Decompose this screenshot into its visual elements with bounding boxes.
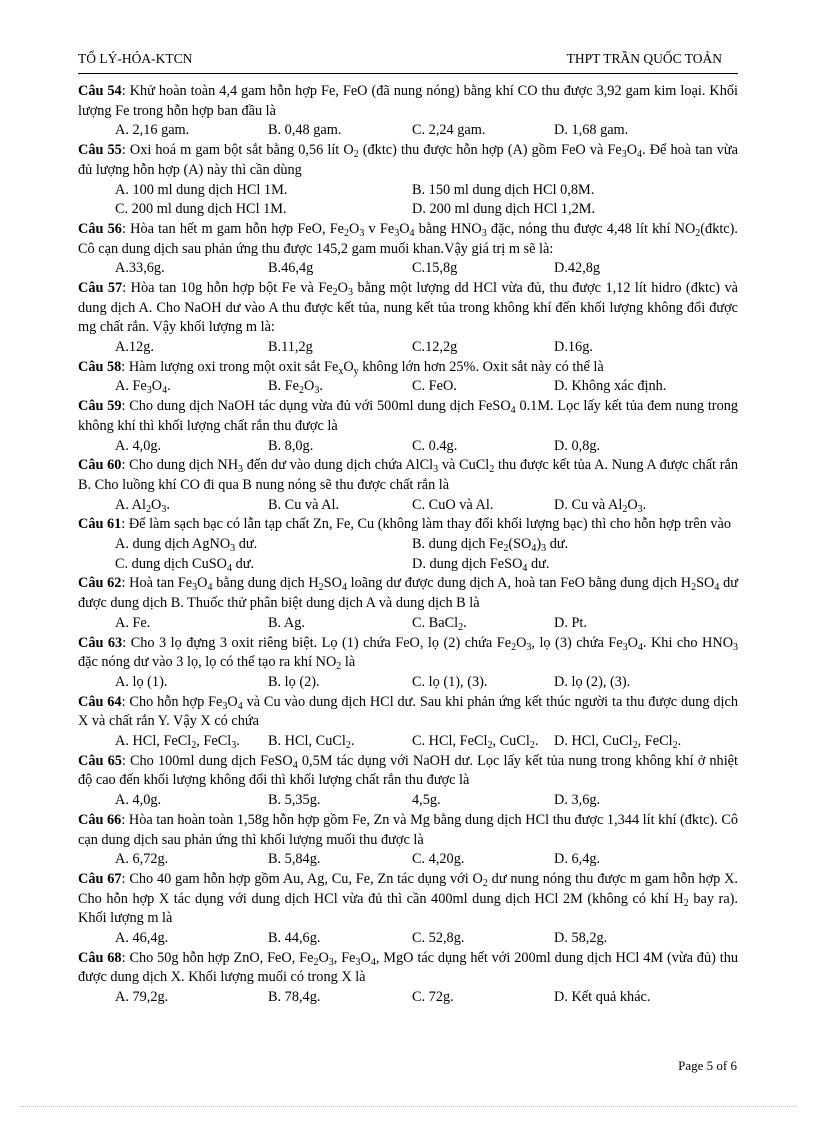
question xyxy=(78,358,738,397)
answer-option: B. 8,0g. xyxy=(268,437,314,454)
answer-option: B. lọ (2). xyxy=(268,673,320,690)
answer-option: A.12g. xyxy=(115,339,154,356)
answer-row xyxy=(78,673,738,693)
question-number: Câu 57 xyxy=(78,279,123,296)
answer-row xyxy=(78,555,738,575)
question-number: Câu 60 xyxy=(78,457,122,474)
question xyxy=(78,220,738,279)
question-stem: Câu 62: Hoà $\tan Fe_3O_4$ bằng dung dịch $H_2SO_4$ loãng dư được dung dịch A, hoà tan FeO bằng dung dịch $H_2SO_4$ dư được dung dịch B. Thuốc thử phân biệt dung dịch A và dung dịch B là xyxy=(78,575,738,612)
question-stem: Câu 61: Để làm sạch bạc có lẫn tạp chất Zn, Fe, Cu (không làm thay đổi khối lượng bạc) thì cho hỗn hợp trên vào xyxy=(78,516,731,533)
question-text: Cho hỗn hợp $Fe_3O_4$ và Cu vào dung dịch HCl dư. Sau khi phản ứng kết thúc người ta thu được dung dịch X và chất rắn Y. Vậy X có chứa xyxy=(78,693,739,730)
question xyxy=(78,949,738,1008)
answer-option: A. HCl, FeCl$_2$, FeCl$_3$. xyxy=(115,733,240,752)
question-text: Khử hoàn toàn 4,4 gam hỗn hợp Fe, FeO (đã nung nóng) bằng khí CO thu được 3,92 gam kim loại. Khối lượng Fe trong hỗn hợp ban đầu là xyxy=(78,83,739,119)
answer-option: C.12,2g xyxy=(412,339,458,356)
answer-option: A. 46,4g. xyxy=(115,930,169,946)
answer-option: D. Cu và $Al_2O_3$. xyxy=(554,496,647,515)
question-number: Câu 64 xyxy=(78,693,122,710)
answer-option: C. 0.4g. xyxy=(412,437,458,454)
answer-option: D. lọ (2), (3). xyxy=(554,673,631,690)
question-text: Để làm sạch bạc có lẫn tạp chất Zn, Fe, Cu (không làm thay đổi khối lượng bạc) thì cho hỗn hợp trên vào xyxy=(128,516,731,533)
answer-option: C. lọ (1), (3). xyxy=(412,673,488,690)
answer-row xyxy=(78,791,738,811)
question xyxy=(78,811,738,870)
answer-row xyxy=(78,850,738,870)
page-number: Page 5 of 6 xyxy=(678,1058,737,1073)
answer-option: C. 72g. xyxy=(412,989,454,1006)
answer-option: D. 58,2g. xyxy=(554,930,608,946)
answer-option: C. 4,20g. xyxy=(412,851,465,868)
answer-row xyxy=(78,496,738,516)
answer-row xyxy=(78,437,738,457)
answer-row xyxy=(78,377,738,397)
question-number: Câu 61 xyxy=(78,516,122,533)
answer-option: A. 4,0g. xyxy=(115,792,162,809)
page-bottom-edge xyxy=(20,1106,796,1107)
question-text: Cho dung dịch $NH_3$ đến dư vào dung dịch chứa AlCl$_3$ và CuCl$_2$ thu được kết tủa A. Nung A được chất rắn B. Cho luồng khí CO đi qua B nung nóng sẽ thu được chất rắn là xyxy=(78,457,739,493)
answer-option: C. CuO và Al. xyxy=(412,496,494,513)
question-text: Cho 50g hỗn hợp ZnO, FeO, $Fe_2O_3$, $Fe_3O_4$, MgO tác dụng hết với 200ml dung dịch HCl 4M (vừa đủ) thu được dung dịch X. Khối lượng muối có trong X là xyxy=(78,949,738,986)
question-text: Cho dung dịch NaOH tác dụng vừa đủ với 500ml dung dịch FeSO$_4$ 0.1M. Lọc lấy kết tủa đem nung trong không khí thì khối lượng chất rắn thu được là xyxy=(78,398,739,434)
question-text: Hòa tan hết m gam hỗn hợp FeO, $Fe_2O_3$ v $Fe_3O_4$ bằng $HNO_3$ đặc, nóng thu được 4,48 lít khí $NO_2(đktc)$. Cô cạn dung dịch sau phản ứng thu được 145,2 gam muối khan.Vậy giá trị m sẽ là: xyxy=(78,220,738,257)
answer-option: C. FeO. xyxy=(412,378,457,395)
answer-option: C. 200 ml dung dịch HCl 1M. xyxy=(115,201,287,218)
answer-row xyxy=(78,732,738,752)
question-text: Cho 3 lọ đựng 3 oxit riêng biệt. Lọ (1) chứa FeO, lọ (2) chứa $Fe_2O_3$, lọ (3) chứa $Fe_3O_4$. Khi cho $HNO_3$ đặc nóng dư vào 3 lọ, lọ có thể tạo ra khí $NO_2$ là xyxy=(78,634,739,673)
answer-option: A. 4,0g. xyxy=(115,437,162,454)
question-number: Câu 62 xyxy=(78,575,122,592)
question-stem: Câu 64: Cho hỗn hợp $Fe_3O_4$ và Cu vào dung dịch HCl dư. Sau khi phản ứng kết thúc người ta thu được dung dịch X và chất rắn Y. Vậy X có chứa xyxy=(78,693,739,730)
question xyxy=(78,634,738,693)
question-text: Cho 40 gam hỗn hợp gồm Au, Ag, Cu, Fe, Zn tác dụng với $O_2$ dư nung nóng thu được m gam hỗn hợp X. Cho hỗn hợp X tác dụng với dung dịch HCl vừa đủ thì cần 400ml dung dịch HCl 2M (không có khí $H_2$ bay ra). Khối lượng m là xyxy=(78,870,739,927)
question-text: Hàm lượng oxi trong một oxit sắt $Fe_xO_y$ không lớn hơn 25%. Oxit sắt này có thể là xyxy=(128,358,604,377)
answer-option: C. BaCl$_2$. xyxy=(412,614,467,633)
answer-row xyxy=(78,988,738,1008)
answer-option: A. $Fe_3O_4$. xyxy=(115,378,171,397)
question xyxy=(78,693,738,752)
answer-option: A.33,6g. xyxy=(115,260,165,277)
question-number: Câu 66 xyxy=(78,811,122,828)
question-list xyxy=(78,82,738,1008)
answer-row xyxy=(78,181,738,201)
answer-option: B. 44,6g. xyxy=(268,930,321,946)
question-stem: Câu 63: Cho 3 lọ đựng 3 oxit riêng biệt. Lọ (1) chứa FeO, lọ (2) chứa $Fe_2O_3$, lọ (3) chứa $Fe_3O_4$. Khi cho $HNO_3$ đặc nóng dư vào 3 lọ, lọ có thể tạo ra khí $NO_2$ là xyxy=(78,634,739,673)
answer-option: B. Ag. xyxy=(268,614,305,631)
answer-option: A. 100 ml dung dịch HCl 1M. xyxy=(115,181,288,198)
answer-row xyxy=(78,614,738,634)
question-text: Hòa tan 10g hỗn hợp bột Fe và $Fe_2O_3$ bằng một lượng dd HCl vừa đủ, thu được 1,12 lít hidro (đktc) và dung dịch A. Cho NaOH dư vào A thu được kết tủa, nung kết tủa trong không khí đến khối lượng không đổi được mg chất rắn. Vậy khối lượng m là: xyxy=(78,279,739,336)
question xyxy=(78,870,738,949)
question-number: Câu 55 xyxy=(78,142,122,159)
question-stem: Câu 66: Hòa tan hoàn toàn 1,58g hỗn hợp gồm Fe, Zn và Mg bằng dung dịch HCl thu được 1,344 lít khí (đktc). Cô cạn dung dịch sau phản ứng thì khối lượng muối thu được là xyxy=(78,811,739,848)
question-text: Hoà $\tan Fe_3O_4$ bằng dung dịch $H_2SO_4$ loãng dư được dung dịch A, hoà tan FeO bằng dung dịch $H_2SO_4$ dư được dung dịch B. Thuốc thử phân biệt dung dịch A và dung dịch B là xyxy=(78,575,738,612)
answer-option: B. 5,35g. xyxy=(268,792,321,809)
question-stem: Câu 68: Cho 50g hỗn hợp ZnO, FeO, $Fe_2O_3$, $Fe_3O_4$, MgO tác dụng hết với 200ml dung dịch HCl 4M (vừa đủ) thu được dung dịch X. Khối lượng muối có trong X là xyxy=(78,949,738,986)
question-stem: Câu 60: Cho dung dịch $NH_3$ đến dư vào dung dịch chứa AlCl$_3$ và CuCl$_2$ thu được kết tủa A. Nung A được chất rắn B. Cho luồng khí CO đi qua B nung nóng sẽ thu được chất rắn là xyxy=(78,457,739,493)
answer-option: D. Không xác định. xyxy=(554,378,667,395)
question-number: Câu 59 xyxy=(78,398,122,415)
header-left: TỔ LÝ-HÓA-KTCN xyxy=(78,51,193,66)
answer-option: A. 2,16 gam. xyxy=(115,122,190,139)
answer-option: D.16g. xyxy=(554,339,593,356)
answer-option: B. HCl, CuCl$_2$. xyxy=(268,733,355,752)
question xyxy=(78,141,738,220)
question-stem: Câu 59: Cho dung dịch NaOH tác dụng vừa đủ với 500ml dung dịch FeSO$_4$ 0.1M. Lọc lấy kết tủa đem nung trong không khí thì khối lượng chất rắn thu được là xyxy=(78,398,739,434)
question-stem: Câu 65: Cho 100ml dung dịch FeSO$_4$ 0,5M tác dụng với NaOH dư. Lọc lấy kết tủa nung trong không khí ở nhiệt độ cao đến khối lượng không đổi thì khối lượng chất rắn thu được là xyxy=(78,752,738,789)
question-number: Câu 67 xyxy=(78,870,122,887)
question-text: Hòa tan hoàn toàn 1,58g hỗn hợp gồm Fe, Zn và Mg bằng dung dịch HCl thu được 1,344 lít khí (đktc). Cô cạn dung dịch sau phản ứng thì khối lượng muối thu được là xyxy=(78,811,739,848)
question-number: Câu 65 xyxy=(78,752,122,769)
answer-row xyxy=(78,200,738,220)
question-number: Câu 58 xyxy=(78,358,122,375)
answer-option: D. dung dịch FeSO$_4$ dư. xyxy=(412,555,550,574)
answer-option: B. 150 ml dung dịch HCl 0,8M. xyxy=(412,181,595,198)
answer-row xyxy=(78,929,738,949)
answer-option: D. 0,8g. xyxy=(554,437,601,454)
answer-option: A. $Al_2O_3$. xyxy=(115,496,170,515)
question-text: Cho 100ml dung dịch FeSO$_4$ 0,5M tác dụng với NaOH dư. Lọc lấy kết tủa nung trong không khí ở nhiệt độ cao đến khối lượng không đổi thì khối lượng chất rắn thu được là xyxy=(78,752,738,789)
answer-option: 4,5g. xyxy=(412,792,441,809)
answer-option: D. 3,6g. xyxy=(554,792,601,809)
answer-option: A. 79,2g. xyxy=(115,989,169,1006)
answer-option: C. 2,24 gam. xyxy=(412,122,486,139)
question-stem: Câu 54: Khử hoàn toàn 4,4 gam hỗn hợp Fe, FeO (đã nung nóng) bằng khí CO thu được 3,92 gam kim loại. Khối lượng Fe trong hỗn hợp ban đầu là xyxy=(78,83,739,119)
answer-option: A. dung dịch AgNO$_3$ dư. xyxy=(115,536,258,555)
question-stem: Câu 67: Cho 40 gam hỗn hợp gồm Au, Ag, Cu, Fe, Zn tác dụng với $O_2$ dư nung nóng thu được m gam hỗn hợp X. Cho hỗn hợp X tác dụng với dung dịch HCl vừa đủ thì cần 400ml dung dịch HCl 2M (không có khí $H_2$ bay ra). Khối lượng m là xyxy=(78,870,739,927)
question xyxy=(78,752,738,811)
answer-option: B. $Fe_2O_3$. xyxy=(268,378,323,397)
question xyxy=(78,456,738,515)
question xyxy=(78,574,738,633)
answer-option: A. Fe. xyxy=(115,614,151,631)
question xyxy=(78,515,738,574)
answer-option: D. 1,68 gam. xyxy=(554,122,629,139)
answer-option: C.15,8g xyxy=(412,260,458,277)
answer-option: A. lọ (1). xyxy=(115,673,168,690)
answer-row xyxy=(78,259,738,279)
answer-option: C. dung dịch CuSO$_4$ dư. xyxy=(115,555,255,574)
question-stem: Câu 58: Hàm lượng oxi trong một oxit sắt $Fe_xO_y$ không lớn hơn 25%. Oxit sắt này có thể là xyxy=(78,358,604,377)
header-right: THPT TRẦN QUỐC TOẢN xyxy=(566,51,722,66)
question-number: Câu 63 xyxy=(78,634,123,651)
question-stem: Câu 55: Oxi hoá m gam bột sắt bằng 0,56 lít $O_2$ (đktc) thu được hỗn hợp (A) gồm FeO và $Fe_3O_4$. Để hoà tan vừa đủ lượng hỗn hợp (A) này thì cần dùng xyxy=(78,142,738,178)
answer-option: A. 6,72g. xyxy=(115,851,169,868)
question-number: Câu 56 xyxy=(78,220,122,237)
answer-option: D. Kết quả khác. xyxy=(554,989,651,1006)
question-stem: Câu 57: Hòa tan 10g hỗn hợp bột Fe và $Fe_2O_3$ bằng một lượng dd HCl vừa đủ, thu được 1,12 lít hidro (đktc) và dung dịch A. Cho NaOH dư vào A thu được kết tủa, nung kết tủa trong không khí đến khối lượng không đổi được mg chất rắn. Vậy khối lượng m là: xyxy=(78,279,739,336)
question-number: Câu 54 xyxy=(78,83,122,99)
answer-option: C. 52,8g. xyxy=(412,930,465,946)
answer-option: D. 6,4g. xyxy=(554,851,601,868)
question xyxy=(78,82,738,141)
answer-row xyxy=(78,121,738,141)
answer-option: B. 78,4g. xyxy=(268,989,321,1006)
header-divider xyxy=(78,73,738,74)
question-text: Oxi hoá m gam bột sắt bằng 0,56 lít $O_2$ (đktc) thu được hỗn hợp (A) gồm FeO và $Fe_3O_4$. Để hoà tan vừa đủ lượng hỗn hợp (A) này thì cần dùng xyxy=(78,142,738,178)
answer-row xyxy=(78,338,738,358)
answer-option: D. Pt. xyxy=(554,614,587,631)
answer-option: B. dung dịch $Fe_2(SO_4)_3$ dư. xyxy=(412,536,569,555)
question-number: Câu 68 xyxy=(78,949,122,966)
answer-option: B. Cu và Al. xyxy=(268,496,340,513)
question xyxy=(78,397,738,456)
answer-row xyxy=(78,535,738,555)
answer-option: B.46,4g xyxy=(268,260,314,277)
answer-option: D. HCl, CuCl$_2$, FeCl$_2$. xyxy=(554,733,682,752)
answer-option: D.42,8g xyxy=(554,260,601,277)
question-stem: Câu 56: Hòa tan hết m gam hỗn hợp FeO, $Fe_2O_3$ v $Fe_3O_4$ bằng $HNO_3$ đặc, nóng thu được 4,48 lít khí $NO_2(đktc)$. Cô cạn dung dịch sau phản ứng thu được 145,2 gam muối khan.Vậy giá trị m sẽ là: xyxy=(78,220,738,257)
answer-option: B.11,2g xyxy=(268,339,313,356)
answer-option: C. HCl, FeCl$_2$, CuCl$_2$. xyxy=(412,733,539,752)
answer-option: D. 200 ml dung dịch HCl 1,2M. xyxy=(412,201,596,218)
answer-option: B. 0,48 gam. xyxy=(268,122,342,139)
question xyxy=(78,279,738,358)
answer-option: B. 5,84g. xyxy=(268,851,321,868)
